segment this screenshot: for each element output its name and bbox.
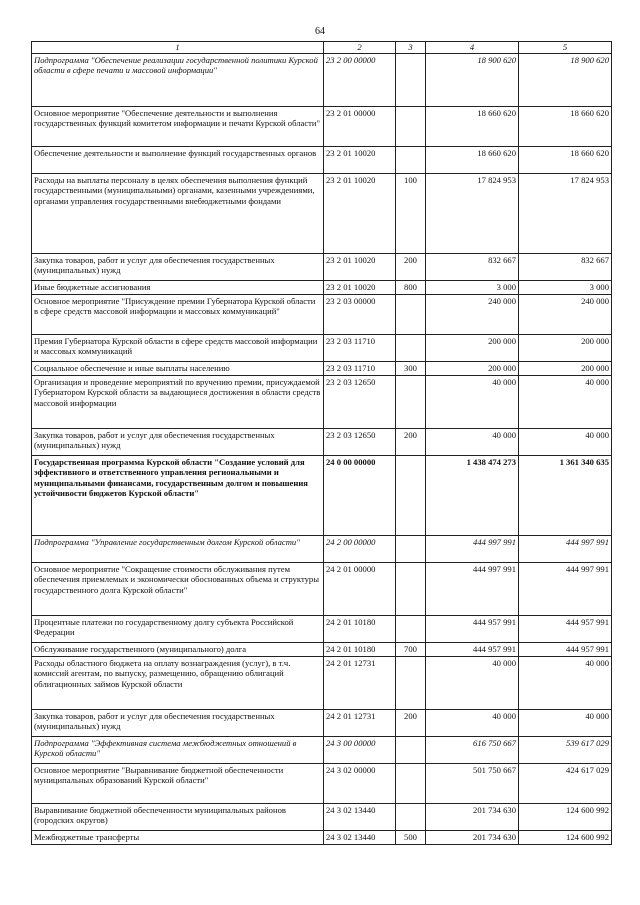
row-code-cell: 24 2 00 00000	[324, 536, 396, 563]
table-header-row	[32, 42, 612, 54]
page-number: 64	[315, 26, 325, 37]
row-expense-type-cell	[396, 657, 426, 710]
row-amount-cell: 444 997 991	[519, 563, 612, 616]
row-amount-cell: 501 750 667	[426, 764, 519, 804]
table-row	[32, 456, 612, 536]
row-amount-cell: 832 667	[426, 254, 519, 281]
row-amount-cell: 1 361 340 635	[519, 456, 612, 536]
row-expense-type-cell	[396, 335, 426, 362]
row-code-cell: 24 2 01 12731	[324, 657, 396, 710]
row-code-cell: 23 2 01 00000	[324, 107, 396, 147]
row-expense-type-cell: 700	[396, 643, 426, 657]
table-row	[32, 254, 612, 281]
row-code-cell: 24 2 01 10180	[324, 616, 396, 643]
row-name-cell: Организация и проведение мероприятий по вручению премии, присуждаемой Губернатором Курской области за выдающиеся достижения в области средств массовой информации	[32, 376, 324, 429]
row-code-cell: 24 2 01 10180	[324, 643, 396, 657]
row-amount-cell: 18 660 620	[426, 107, 519, 147]
row-amount-cell: 444 957 991	[426, 643, 519, 657]
row-amount-cell: 200 000	[426, 335, 519, 362]
column-header: 4	[426, 42, 519, 54]
row-expense-type-cell: 200	[396, 254, 426, 281]
row-amount-cell: 40 000	[519, 710, 612, 737]
row-expense-type-cell	[396, 616, 426, 643]
row-amount-cell: 124 600 992	[519, 804, 612, 831]
row-expense-type-cell	[396, 456, 426, 536]
row-amount-cell: 17 824 953	[426, 174, 519, 254]
table-row	[32, 657, 612, 710]
row-amount-cell: 201 734 630	[426, 804, 519, 831]
row-code-cell: 23 2 00 00000	[324, 54, 396, 107]
row-code-cell: 24 3 02 13440	[324, 831, 396, 845]
row-name-cell: Премия Губернатора Курской области в сфере средств массовой информации и массовых коммуникаций	[32, 335, 324, 362]
table-row	[32, 376, 612, 429]
row-amount-cell: 40 000	[426, 657, 519, 710]
row-code-cell: 23 2 03 12650	[324, 429, 396, 456]
table-row	[32, 174, 612, 254]
row-name-cell: Основное мероприятие "Сокращение стоимости обслуживания путем обеспечения приемлемых и экономически обоснованных объема и структуры государственного долга Курской области"	[32, 563, 324, 616]
table-row	[32, 107, 612, 147]
row-code-cell: 24 0 00 00000	[324, 456, 396, 536]
row-name-cell: Процентные платежи по государственному долгу субъекта Российской Федерации	[32, 616, 324, 643]
row-code-cell: 24 3 00 00000	[324, 737, 396, 764]
column-header: 3	[396, 42, 426, 54]
table-row	[32, 147, 612, 174]
row-amount-cell: 40 000	[519, 657, 612, 710]
row-amount-cell: 124 600 992	[519, 831, 612, 845]
column-header: 2	[324, 42, 396, 54]
table-row	[32, 563, 612, 616]
row-amount-cell: 240 000	[426, 295, 519, 335]
table-row	[32, 362, 612, 376]
row-amount-cell: 17 824 953	[519, 174, 612, 254]
row-amount-cell: 201 734 630	[426, 831, 519, 845]
row-name-cell: Расходы на выплаты персоналу в целях обеспечения выполнения функций государственными (муниципальными) органами, казенными учреждениями, органами управления государственными внебюджетными фондами	[32, 174, 324, 254]
row-name-cell: Государственная программа Курской области "Создание условий для эффективного и ответственного управления региональными и муниципальными финансами, государственным долгом и повышения устойчивости бюджетов Курской области"	[32, 456, 324, 536]
row-expense-type-cell	[396, 737, 426, 764]
row-name-cell: Подпрограмма "Обеспечение реализации государственной политики Курской области в сфере печати и массовой информации"	[32, 54, 324, 107]
row-name-cell: Основное мероприятие "Присуждение премии Губернатора Курской области в сфере средств массовой информации и массовых коммуникаций"	[32, 295, 324, 335]
row-name-cell: Выравнивание бюджетной обеспеченности муниципальных районов (городских округов)	[32, 804, 324, 831]
row-expense-type-cell: 500	[396, 831, 426, 845]
budget-table	[31, 41, 612, 845]
row-code-cell: 23 2 01 10020	[324, 174, 396, 254]
row-amount-cell: 40 000	[426, 429, 519, 456]
column-header: 5	[519, 42, 612, 54]
row-amount-cell: 240 000	[519, 295, 612, 335]
row-amount-cell: 832 667	[519, 254, 612, 281]
row-name-cell: Иные бюджетные ассигнования	[32, 281, 324, 295]
table-row	[32, 764, 612, 804]
table-row	[32, 536, 612, 563]
row-expense-type-cell	[396, 54, 426, 107]
table-row	[32, 737, 612, 764]
row-amount-cell: 444 957 991	[426, 616, 519, 643]
row-amount-cell: 3 000	[519, 281, 612, 295]
row-amount-cell: 40 000	[426, 710, 519, 737]
row-name-cell: Обеспечение деятельности и выполнение функций государственных органов	[32, 147, 324, 174]
row-name-cell: Закупка товаров, работ и услуг для обеспечения государственных (муниципальных) нужд	[32, 429, 324, 456]
row-amount-cell: 444 997 991	[426, 563, 519, 616]
table-row	[32, 295, 612, 335]
row-name-cell: Закупка товаров, работ и услуг для обеспечения государственных (муниципальных) нужд	[32, 710, 324, 737]
row-amount-cell: 18 900 620	[519, 54, 612, 107]
row-expense-type-cell: 200	[396, 429, 426, 456]
row-amount-cell: 18 660 620	[519, 147, 612, 174]
row-expense-type-cell	[396, 147, 426, 174]
row-code-cell: 24 3 02 13440	[324, 804, 396, 831]
row-name-cell: Расходы областного бюджета на оплату вознаграждения (услуг), в т.ч. комиссий агентам, по выпуску, размещению, обращению облигаций облигационных займов Курской области	[32, 657, 324, 710]
row-amount-cell: 40 000	[519, 429, 612, 456]
row-amount-cell: 539 617 029	[519, 737, 612, 764]
row-code-cell: 23 2 03 00000	[324, 295, 396, 335]
row-name-cell: Подпрограмма "Управление государственным долгом Курской области"	[32, 536, 324, 563]
table-row	[32, 429, 612, 456]
row-amount-cell: 200 000	[519, 362, 612, 376]
table-row	[32, 831, 612, 845]
row-code-cell: 24 3 02 00000	[324, 764, 396, 804]
row-expense-type-cell	[396, 295, 426, 335]
row-code-cell: 23 2 03 12650	[324, 376, 396, 429]
row-amount-cell: 444 957 991	[519, 616, 612, 643]
row-name-cell: Закупка товаров, работ и услуг для обеспечения государственных (муниципальных) нужд	[32, 254, 324, 281]
row-code-cell: 23 2 01 10020	[324, 147, 396, 174]
row-amount-cell: 40 000	[426, 376, 519, 429]
row-expense-type-cell	[396, 107, 426, 147]
row-name-cell: Социальное обеспечение и иные выплаты населению	[32, 362, 324, 376]
row-amount-cell: 18 900 620	[426, 54, 519, 107]
row-expense-type-cell: 300	[396, 362, 426, 376]
row-code-cell: 23 2 03 11710	[324, 335, 396, 362]
table-row	[32, 643, 612, 657]
row-code-cell: 24 2 01 12731	[324, 710, 396, 737]
row-name-cell: Обслуживание государственного (муниципального) долга	[32, 643, 324, 657]
row-expense-type-cell: 200	[396, 710, 426, 737]
row-amount-cell: 18 660 620	[519, 107, 612, 147]
row-amount-cell: 444 957 991	[519, 643, 612, 657]
row-amount-cell: 1 438 474 273	[426, 456, 519, 536]
row-amount-cell: 200 000	[426, 362, 519, 376]
row-name-cell: Основное мероприятие "Выравнивание бюджетной обеспеченности муниципальных образований Курской области"	[32, 764, 324, 804]
row-name-cell: Межбюджетные трансферты	[32, 831, 324, 845]
row-name-cell: Основное мероприятие "Обеспечение деятельности и выполнения государственных функций комитетом информации и печати Курской области"	[32, 107, 324, 147]
row-code-cell: 23 2 01 10020	[324, 254, 396, 281]
row-expense-type-cell: 800	[396, 281, 426, 295]
row-amount-cell: 616 750 667	[426, 737, 519, 764]
column-header: 1	[32, 42, 324, 54]
row-code-cell: 23 2 01 10020	[324, 281, 396, 295]
row-amount-cell: 40 000	[519, 376, 612, 429]
row-expense-type-cell: 100	[396, 174, 426, 254]
row-amount-cell: 444 997 991	[426, 536, 519, 563]
table-row	[32, 616, 612, 643]
row-amount-cell: 3 000	[426, 281, 519, 295]
row-expense-type-cell	[396, 764, 426, 804]
table-row	[32, 281, 612, 295]
row-expense-type-cell	[396, 536, 426, 563]
row-expense-type-cell	[396, 563, 426, 616]
table-row	[32, 710, 612, 737]
row-amount-cell: 200 000	[519, 335, 612, 362]
table-row	[32, 804, 612, 831]
row-amount-cell: 444 997 991	[519, 536, 612, 563]
row-amount-cell: 18 660 620	[426, 147, 519, 174]
row-amount-cell: 424 617 029	[519, 764, 612, 804]
row-name-cell: Подпрограмма "Эффективная система межбюджетных отношений в Курской области"	[32, 737, 324, 764]
row-code-cell: 24 2 01 00000	[324, 563, 396, 616]
table-row	[32, 335, 612, 362]
row-expense-type-cell	[396, 376, 426, 429]
row-code-cell: 23 2 03 11710	[324, 362, 396, 376]
row-expense-type-cell	[396, 804, 426, 831]
table-row	[32, 54, 612, 107]
